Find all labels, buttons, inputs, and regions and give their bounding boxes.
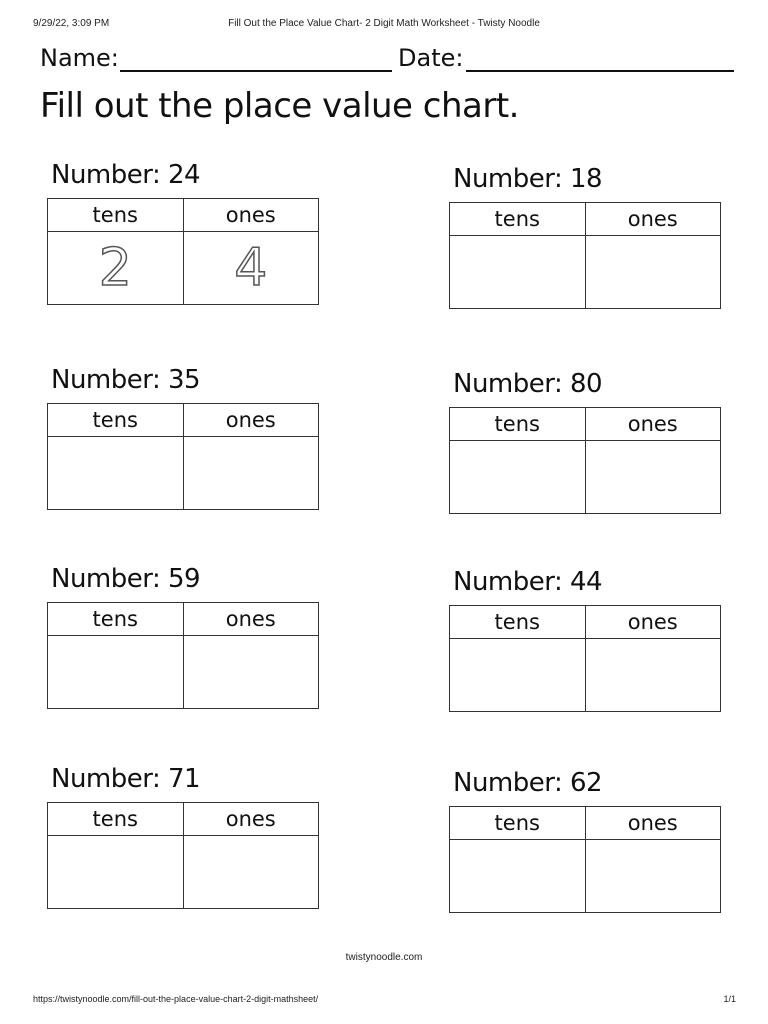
ones-cell[interactable] <box>585 840 721 913</box>
place-value-table <box>47 403 319 510</box>
tens-header: tens <box>48 603 184 636</box>
print-datetime: 9/29/22, 3:09 PM <box>33 18 110 29</box>
place-value-item <box>47 560 319 709</box>
ones-header: ones <box>183 199 319 232</box>
tens-header: tens <box>450 606 586 639</box>
ones-cell[interactable] <box>585 441 721 514</box>
place-value-item <box>449 563 721 712</box>
ones-cell[interactable] <box>585 236 721 309</box>
date-line[interactable] <box>466 70 734 72</box>
tens-cell[interactable] <box>48 636 184 709</box>
tens-header: tens <box>450 203 586 236</box>
ones-header: ones <box>183 603 319 636</box>
ones-header: ones <box>585 606 721 639</box>
tens-header: tens <box>450 408 586 441</box>
place-value-table <box>449 605 721 712</box>
tens-header: tens <box>48 803 184 836</box>
ones-cell[interactable] <box>585 639 721 712</box>
number-label: Number: 44 <box>453 567 603 597</box>
number-label: Number: 59 <box>51 564 201 594</box>
tens-cell[interactable] <box>450 639 586 712</box>
place-value-table <box>449 806 721 913</box>
tens-cell[interactable] <box>450 236 586 309</box>
footer-site: twistynoodle.com <box>345 952 423 963</box>
footer-url: https://twistynoodle.com/fill-out-the-place-value-chart-2-digit-mathsheet/ <box>33 994 319 1004</box>
tens-header: tens <box>48 199 184 232</box>
name-line[interactable] <box>120 70 392 72</box>
tens-digit: 2 <box>98 238 132 298</box>
place-value-item <box>449 365 721 514</box>
name-date-row <box>40 44 740 76</box>
ones-header: ones <box>585 807 721 840</box>
tens-cell[interactable] <box>450 441 586 514</box>
print-page-title: Fill Out the Place Value Chart- 2 Digit Math Worksheet - Twisty Noodle <box>228 18 540 29</box>
tens-header: tens <box>48 404 184 437</box>
ones-header: ones <box>585 203 721 236</box>
ones-header: ones <box>585 408 721 441</box>
number-label: Number: 62 <box>453 768 603 798</box>
place-value-item <box>47 156 319 305</box>
tens-header: tens <box>450 807 586 840</box>
place-value-item <box>449 764 721 913</box>
number-label: Number: 80 <box>453 369 603 399</box>
place-value-item <box>47 361 319 510</box>
number-label: Number: 35 <box>51 365 201 395</box>
ones-cell[interactable] <box>183 437 319 510</box>
place-value-table <box>47 198 319 305</box>
place-value-item <box>449 160 721 309</box>
place-value-table <box>47 802 319 909</box>
tens-cell[interactable] <box>450 840 586 913</box>
place-value-table <box>47 602 319 709</box>
ones-cell[interactable] <box>183 636 319 709</box>
name-label: Name: <box>40 44 119 72</box>
worksheet-title: Fill out the place value chart. <box>40 86 519 126</box>
number-label: Number: 18 <box>453 164 603 194</box>
ones-header: ones <box>183 404 319 437</box>
tens-cell[interactable] <box>48 232 184 305</box>
ones-cell[interactable] <box>183 232 319 305</box>
place-value-table <box>449 202 721 309</box>
ones-header: ones <box>183 803 319 836</box>
tens-cell[interactable] <box>48 437 184 510</box>
place-value-item <box>47 760 319 909</box>
number-label: Number: 71 <box>51 764 201 794</box>
date-label: Date: <box>398 44 464 72</box>
number-label: Number: 24 <box>51 160 201 190</box>
tens-cell[interactable] <box>48 836 184 909</box>
ones-digit: 4 <box>234 238 268 298</box>
ones-cell[interactable] <box>183 836 319 909</box>
place-value-table <box>449 407 721 514</box>
footer-page-number: 1/1 <box>723 994 736 1004</box>
